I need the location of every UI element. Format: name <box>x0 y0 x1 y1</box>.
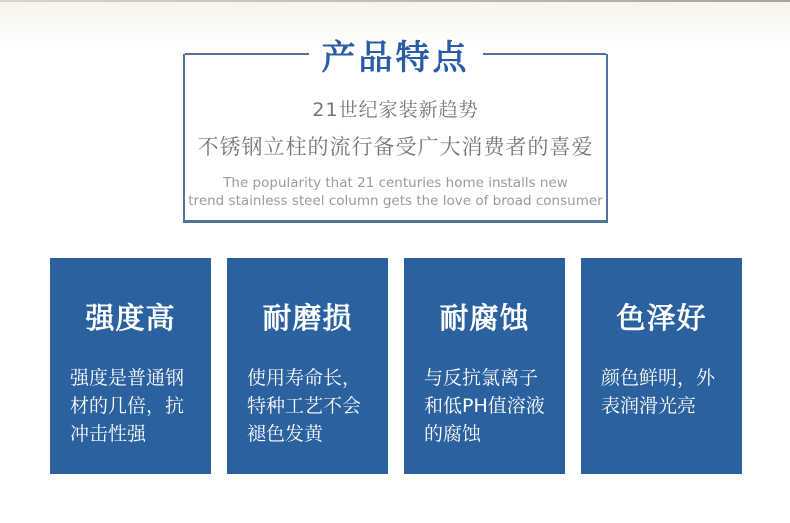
feature-card-description: 强度是普通钢材的几倍，抗冲击性强 <box>70 367 185 446</box>
feature-card-wear-resistance <box>227 258 388 474</box>
feature-card-title: 强度高 <box>85 301 176 335</box>
feature-cards <box>50 258 742 474</box>
title-rule-left <box>185 53 309 55</box>
header-box <box>183 37 608 223</box>
subtitle-cn-line1: 21世纪家装新趋势 <box>312 99 479 121</box>
feature-card-title: 耐磨损 <box>262 301 353 335</box>
subtitle-en-line2: trend stainless steel column gets the love of broad consumer <box>188 193 603 209</box>
title-row <box>185 33 606 78</box>
feature-card-description: 与反抗氯离子和低PH值溶液的腐蚀 <box>424 367 545 446</box>
title-rule-right <box>483 53 607 55</box>
subtitle-cn-line2: 不锈钢立柱的流行备受广大消费者的喜爱 <box>197 135 594 159</box>
feature-card-color <box>581 258 742 474</box>
feature-card-description: 颜色鲜明，外表润滑光亮 <box>601 367 716 418</box>
subtitle-en-line1: The popularity that 21 centuries home installs new <box>223 175 568 191</box>
feature-card-title: 色泽好 <box>616 301 707 335</box>
feature-card-title: 耐腐蚀 <box>439 301 530 335</box>
feature-card-corrosion-resistance <box>404 258 565 474</box>
page-title: 产品特点 <box>321 37 470 78</box>
feature-card-strength <box>50 258 211 474</box>
feature-card-description: 使用寿命长，特种工艺不会褪色发黄 <box>247 367 362 446</box>
